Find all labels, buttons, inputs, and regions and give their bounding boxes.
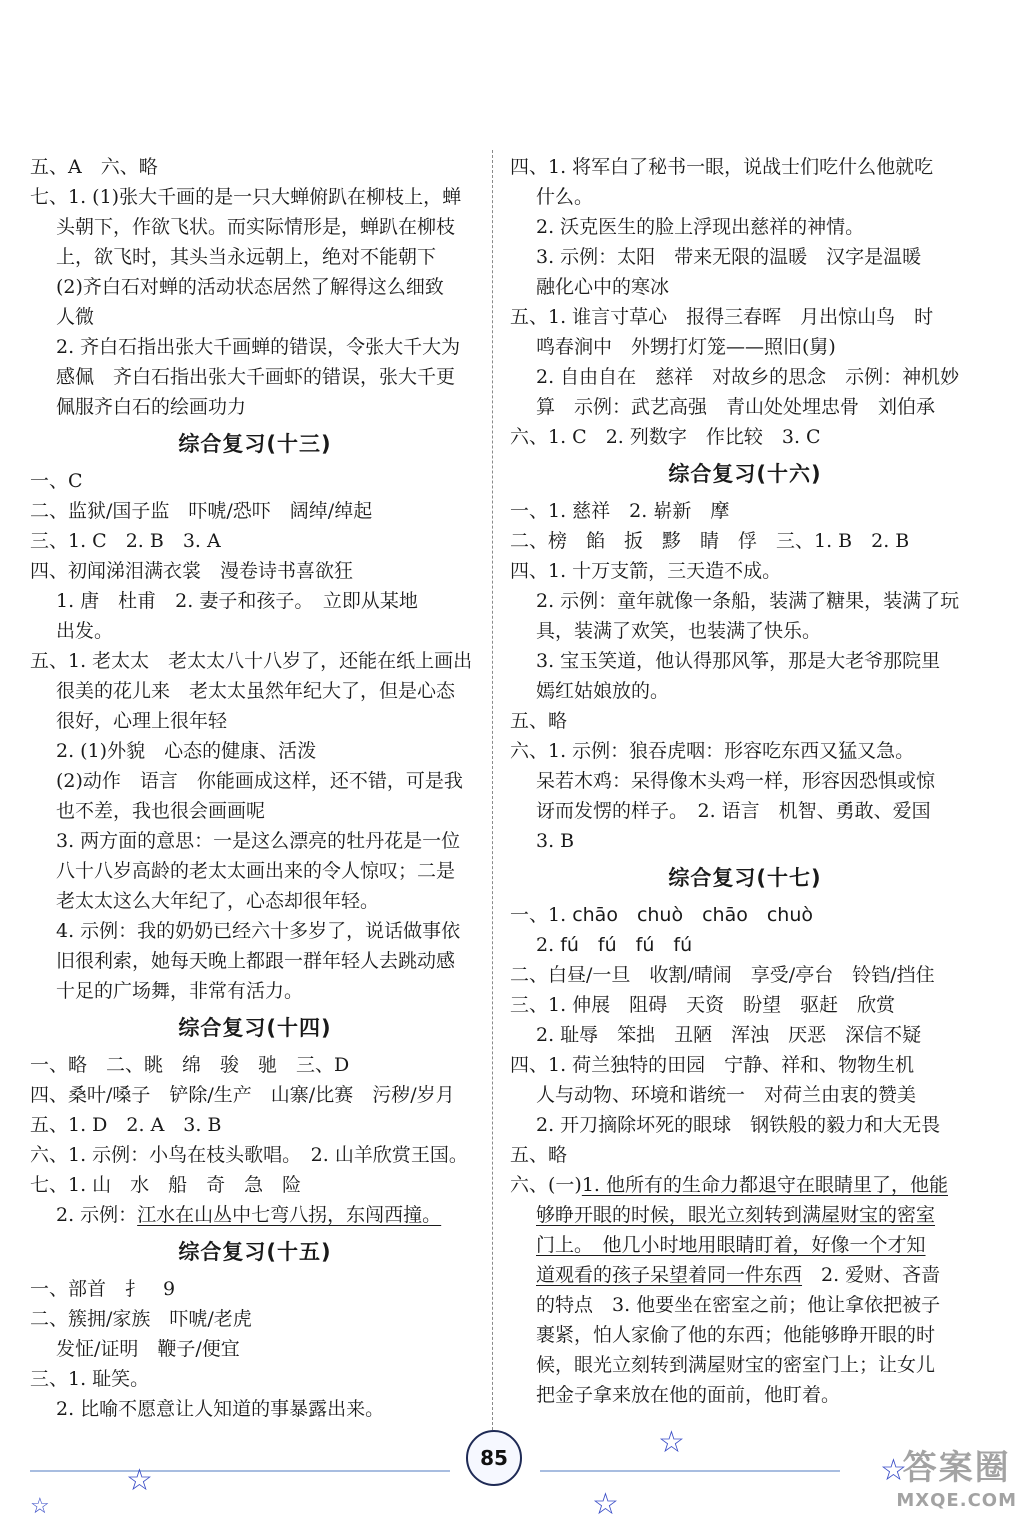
- footer-wave-left: [30, 1470, 450, 1472]
- answer-line: 二、榜 餡 扳 黟 睛 俘 三、1. B 2. B: [510, 530, 910, 552]
- answer-line: 2. 比喻不愿意让人知道的事暴露出来。: [56, 1398, 385, 1420]
- answer-line: 裹紧，怕人家偷了他的东西；他能够睁开眼的时: [536, 1324, 936, 1346]
- answer-prefix: 2.: [536, 934, 555, 956]
- answer-line: 一、部首 扌 9: [30, 1278, 176, 1300]
- answer-line: 很好，心理上很年轻: [56, 710, 228, 732]
- answer-line: 六、1. C 2. 列数字 作比较 3. C: [510, 426, 821, 448]
- answer-line: 一、C: [30, 470, 83, 492]
- answer-line: 2. 耻辱 笨拙 丑陋 浑浊 厌恶 深信不疑: [536, 1024, 922, 1046]
- answer-line: 算 示例：武艺高强 青山处处埋忠骨 刘伯承: [536, 396, 936, 418]
- answer-line: 五、1. 谁言寸草心 报得三春晖 月出惊山鸟 时: [510, 306, 934, 328]
- answer-prefix: 2. 示例：: [56, 1204, 138, 1226]
- answer-line: 二、监狱/国子监 吓唬/恐吓 阔绰/绰起: [30, 500, 373, 522]
- answer-line: 4. 示例：我的奶奶已经六十多岁了，说话做事依: [56, 920, 461, 942]
- answer-line: 2. (1)外貌 心态的健康、活泼: [56, 740, 317, 762]
- answer-line: [510, 1200, 980, 1230]
- answer-line: 把金子拿来放在他的面前，他盯着。: [536, 1384, 841, 1406]
- star-icon: ☆: [880, 1453, 907, 1488]
- answer-line: 1. 唐 杜甫 2. 妻子和孩子。 立即从某地: [56, 590, 418, 612]
- answer-line: 呆若木鸡：呆得像木头鸡一样，形容因恐惧或惊: [536, 770, 936, 792]
- answer-line: [510, 1260, 980, 1290]
- answer-line: 旧很利索，她每天晚上都跟一群年轻人去跳动感: [56, 950, 456, 972]
- answer-line: 五、略: [510, 710, 568, 732]
- pinyin-answers: chāo chuò chāo chuò: [572, 904, 814, 926]
- answer-line: 老太太这么大年纪了，心态却很年轻。: [56, 890, 380, 912]
- answer-line: 3. 两方面的意思：一是这么漂亮的牡丹花是一位: [56, 830, 461, 852]
- answer-line: 上，欲飞时，其头当永远朝上，绝对不能朝下: [56, 246, 437, 268]
- underlined-answer: 够睁开眼的时候，眼光立刻转到满屋财宝的密室: [536, 1204, 936, 1226]
- section-heading: 综合复习(十五): [178, 1240, 332, 1264]
- answer-line: 发怔/证明 鞭子/便宜: [56, 1338, 240, 1360]
- answer-line: 3. B: [536, 830, 575, 852]
- answer-line: 二、白昼/一旦 收割/晴闹 享受/亭台 铃铛/挡住: [510, 964, 935, 986]
- answer-prefix: 一、1.: [510, 904, 567, 926]
- answer-line: 2. 沃克医生的脸上浮现出慈祥的神情。: [536, 216, 865, 238]
- answer-line: 3. 宝玉笑道，他认得那风筝，那是大老爷那院里: [536, 650, 941, 672]
- answer-line: 三、1. 伸展 阻碍 天资 盼望 驱赶 欣赏: [510, 994, 896, 1016]
- answer-line: 四、1. 荷兰独特的田园 宁静、祥和、物物生机: [510, 1054, 915, 1076]
- answer-line: 三、1. C 2. B 3. A: [30, 530, 221, 552]
- page-number: 85: [466, 1430, 522, 1486]
- answer-line: [30, 1200, 480, 1230]
- answer-line: 出发。: [56, 620, 114, 642]
- answer-line: 六、1. 示例：狼吞虎咽：形容吃东西又猛又急。: [510, 740, 915, 762]
- answer-line: 八十八岁高龄的老太太画出来的令人惊叹；二是: [56, 860, 456, 882]
- answer-line: 佩服齐白石的绘画功力: [56, 396, 247, 418]
- answer-line: 什么。: [536, 186, 594, 208]
- section-heading: 综合复习(十四): [178, 1016, 332, 1040]
- answer-line: 3. 示例：太阳 带来无限的温暖 汉字是温暖: [536, 246, 922, 268]
- answer-line: 五、1. D 2. A 3. B: [30, 1114, 222, 1136]
- pinyin-answers: fú fú fú fú: [560, 934, 693, 956]
- section-heading: 综合复习(十六): [668, 462, 822, 486]
- answer-line: 三、1. 耻笑。: [30, 1368, 150, 1390]
- answer-line: 2. 齐白石指出张大千画蝉的错误，令张大千大为: [56, 336, 461, 358]
- answer-line: 人与动物、环境和谐统一 对荷兰由衷的赞美: [536, 1084, 917, 1106]
- answer-prefix: 六、(一): [510, 1174, 582, 1196]
- answer-line: 候，眼光立刻转到满屋财宝的密室门上；让女儿: [536, 1354, 936, 1376]
- answer-line: 五、A 六、略: [30, 156, 158, 178]
- answer-line: [510, 1170, 980, 1200]
- answer-text: 2. 爱财、吝啬: [802, 1264, 941, 1286]
- answer-line: 二、簇拥/家族 吓唬/老虎: [30, 1308, 252, 1330]
- section-heading: 综合复习(十七): [668, 866, 822, 890]
- answer-line: 鸣春涧中 外甥打灯笼——照旧(舅): [536, 336, 836, 358]
- answer-line: [510, 930, 980, 960]
- answer-line: [510, 1230, 980, 1260]
- watermark-url: MXQE.COM: [896, 1490, 1017, 1511]
- answer-line: [510, 900, 980, 930]
- answer-line: 嫣红姑娘放的。: [536, 680, 670, 702]
- star-icon: ☆: [592, 1487, 619, 1522]
- answer-line: 七、1. (1)张大千画的是一只大蝉俯趴在柳枝上，蝉: [30, 186, 462, 208]
- answer-line: 感佩 齐白石指出张大千画虾的错误，张大千更: [56, 366, 456, 388]
- answer-line: 也不差，我也很会画画呢: [56, 800, 266, 822]
- star-icon: ☆: [658, 1425, 685, 1460]
- answer-line: 五、略: [510, 1144, 568, 1166]
- answer-line: 2. 开刀摘除坏死的眼球 钢铁般的毅力和大无畏: [536, 1114, 941, 1136]
- answer-line: 四、1. 十万支箭，三天造不成。: [510, 560, 782, 582]
- section-heading: 综合复习(十三): [178, 432, 332, 456]
- answer-line: 很美的花儿来 老太太虽然年纪大了，但是心态: [56, 680, 456, 702]
- answer-line: 六、1. 示例：小鸟在枝头歌唱。 2. 山羊欣赏王国。: [30, 1144, 468, 1166]
- watermark-title: 答案圈: [902, 1448, 1011, 1488]
- star-icon: ☆: [30, 1494, 50, 1519]
- underlined-answer: 江水在山丛中七弯八拐，东闯西撞。: [137, 1204, 442, 1226]
- answer-line: 一、1. 慈祥 2. 崭新 摩: [510, 500, 730, 522]
- column-divider: [492, 150, 493, 1430]
- answer-line: 一、略 二、眺 绵 骏 驰 三、D: [30, 1054, 350, 1076]
- left-column: [30, 152, 480, 1424]
- answer-line: (2)齐白石对蝉的活动状态居然了解得这么细致: [56, 276, 444, 298]
- answer-line: 四、初闻涕泪满衣裳 漫卷诗书喜欲狂: [30, 560, 354, 582]
- answer-line: 五、1. 老太太 老太太八十八岁了，还能在纸上画出: [30, 650, 473, 672]
- answer-line: 的特点 3. 他要坐在密室之前；他让拿依把被子: [536, 1294, 941, 1316]
- answer-line: 七、1. 山 水 船 奇 急 险: [30, 1174, 302, 1196]
- footer-wave-right: [540, 1470, 840, 1472]
- answer-line: 2. 示例：童年就像一条船，装满了糖果，装满了玩: [536, 590, 960, 612]
- answer-line: 四、1. 将军白了秘书一眼，说战士们吃什么他就吃: [510, 156, 934, 178]
- underlined-answer: 道观看的孩子呆望着同一件东西: [536, 1264, 803, 1286]
- answer-line: 融化心中的寒冰: [536, 276, 670, 298]
- answer-line: (2)动作 语言 你能画成这样，还不错，可是我: [56, 770, 463, 792]
- watermark: [896, 1446, 1017, 1511]
- answer-line: 具，装满了欢笑，也装满了快乐。: [536, 620, 822, 642]
- answer-line: 讶而发愣的样子。 2. 语言 机智、勇敢、爱国: [536, 800, 931, 822]
- answer-line: 2. 自由自在 慈祥 对故乡的思念 示例：神机妙: [536, 366, 960, 388]
- underlined-answer: 门上。 他几小时地用眼睛盯着，好像一个才知: [536, 1234, 926, 1256]
- star-icon: ☆: [126, 1463, 153, 1498]
- answer-line: 四、桑叶/嗓子 铲除/生产 山寨/比赛 污秽/岁月: [30, 1084, 455, 1106]
- right-column: [510, 152, 980, 1410]
- answer-line: 十足的广场舞，非常有活力。: [56, 980, 304, 1002]
- underlined-answer: 1. 他所有的生命力都退守在眼睛里了，他能: [581, 1174, 948, 1196]
- answer-line: 人微: [56, 306, 95, 328]
- answer-line: 头朝下，作欲飞状。而实际情形是，蝉趴在柳枝: [56, 216, 456, 238]
